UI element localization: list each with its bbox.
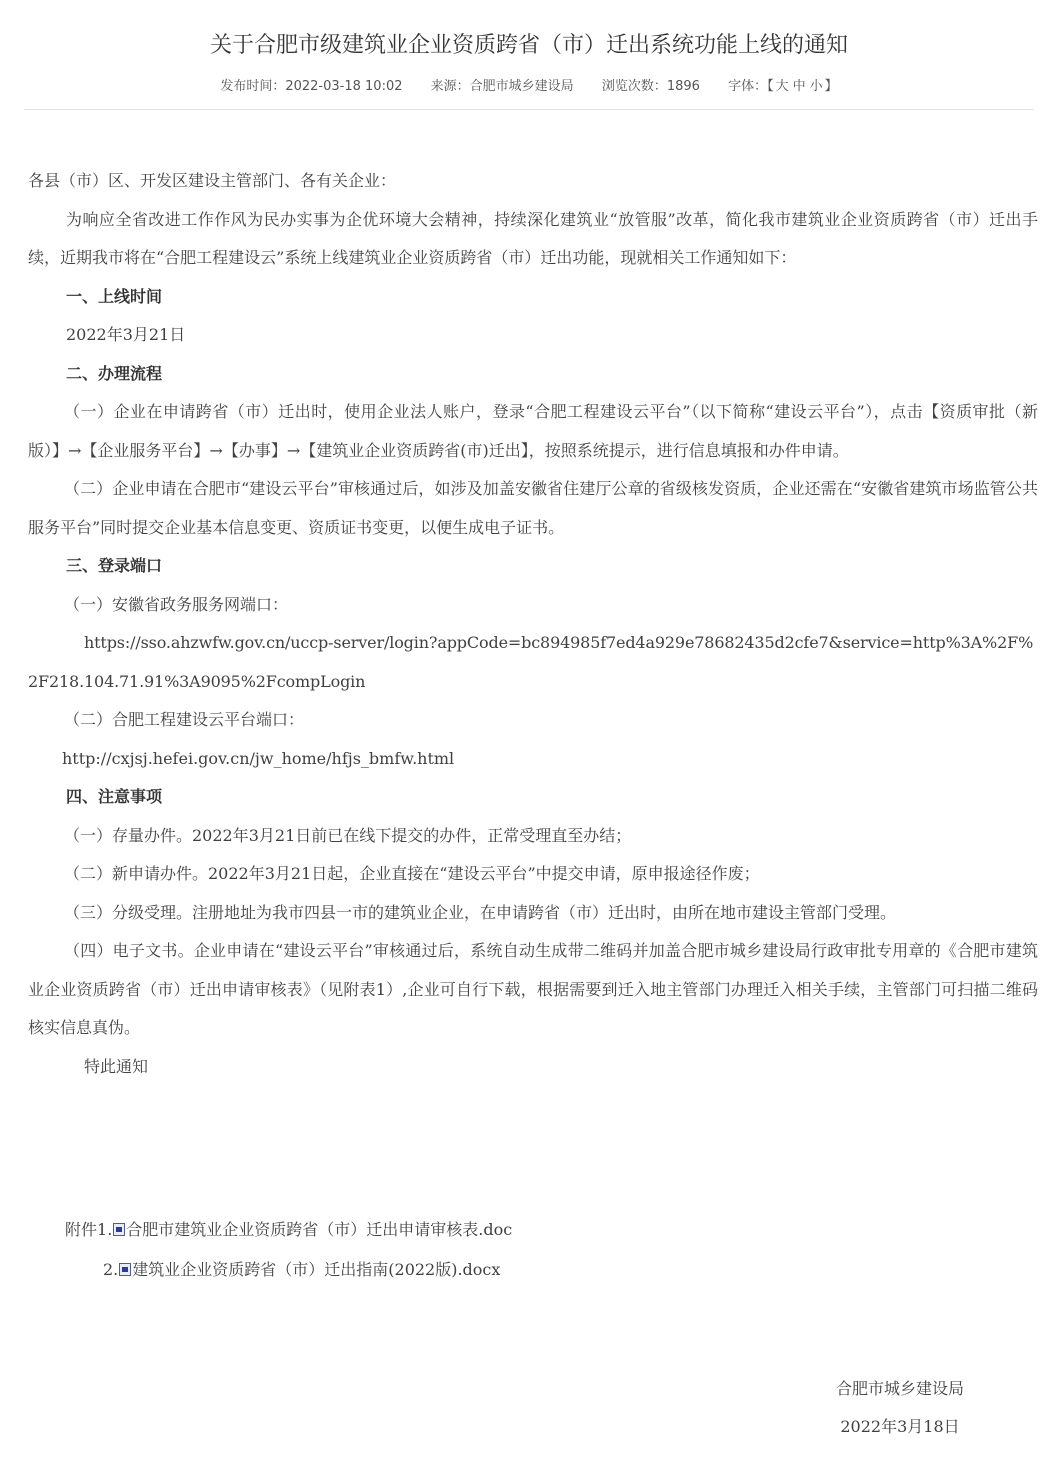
notice-item-2: （二）新申请办件。2022年3月21日起，企业直接在“建设云平台”中提交申请，原申报途径作废； <box>64 864 760 883</box>
signature-org: 合肥市城乡建设局 <box>835 1379 964 1398</box>
source-value: 合肥市城乡建设局 <box>469 79 574 94</box>
section2-heading: 二、办理流程 <box>66 363 163 383</box>
section4-heading: 四、注意事项 <box>66 787 163 806</box>
source <box>431 77 574 97</box>
attachment-item <box>65 1250 512 1290</box>
font-size-label: 字体： <box>728 79 768 94</box>
attachment-item <box>65 1210 512 1250</box>
notice-item-4: （四）电子文书。企业申请在“建设云平台”审核通过后，系统自动生成带二维码并加盖合肥市城乡建设局行政审批专用章的《合肥市建筑业企业资质跨省（市）迁出申请审核表》（见附表1）,企业可自行下载，根据需要到迁入地主管部门办理迁入相关手续，主管部门可扫描二维码核实信息真伪。 <box>28 941 1038 1037</box>
word-doc-icon <box>113 1223 125 1236</box>
attachment-number: 2. <box>103 1260 119 1279</box>
font-size-large-button[interactable]: 大 <box>775 79 789 94</box>
attachment-link-2[interactable]: 建筑业企业资质跨省（市）迁出指南(2022版).docx <box>132 1260 501 1279</box>
notice-item-3: （三）分级受理。注册地址为我市四县一市的建筑业企业，在申请跨省（市）迁出时，由所在地市建设主管部门受理。 <box>64 902 897 922</box>
source-label: 来源： <box>430 79 470 94</box>
page-title: 关于合肥市级建筑业企业资质跨省（市）迁出系统功能上线的通知 <box>209 33 848 58</box>
bracket-close: 】 <box>824 79 838 94</box>
font-size-small-button[interactable]: 小 <box>809 79 823 94</box>
publish-time <box>220 77 402 97</box>
procedure-item-1: （一）企业在申请跨省（市）迁出时，使用企业法人账户，登录“合肥工程建设云平台”（以下简称“建设云平台”），点击【资质审批（新版）】→【企业服务平台】→【办事】→【建筑业企业资质跨省(市)迁出】，按照系统提示，进行信息填报和办件申请。 <box>28 402 1038 460</box>
view-count <box>602 77 700 97</box>
portal2-label: （二）合肥工程建设云平台端口： <box>64 710 305 729</box>
header-divider <box>24 109 1034 110</box>
notice-item-1: （一）存量办件。2022年3月21日前已在线下提交的办件，正常受理直至办结； <box>64 825 632 845</box>
word-doc-icon <box>119 1263 131 1276</box>
view-count-label: 浏览次数： <box>601 79 667 94</box>
section3-heading: 三、登录端口 <box>66 556 163 575</box>
article-meta <box>0 77 1058 97</box>
attachments-label: 附件 <box>65 1220 98 1239</box>
section1-heading: 一、上线时间 <box>66 286 163 306</box>
bracket-open: 【 <box>767 79 774 94</box>
salutation: 各县（市）区、开发区建设主管部门、各有关企业： <box>28 171 397 190</box>
closing-text: 特此通知 <box>84 1056 149 1076</box>
font-size-medium-button[interactable]: 中 <box>792 79 806 94</box>
launch-date: 2022年3月21日 <box>66 325 186 344</box>
font-size-control <box>728 77 838 97</box>
publish-time-value: 2022-03-18 10:02 <box>285 79 403 94</box>
attachments <box>65 1210 512 1290</box>
signature-block <box>820 1370 980 1446</box>
portal1-label: （一）安徽省政务服务网端口： <box>64 594 289 614</box>
publish-time-label: 发布时间： <box>220 79 286 94</box>
portal2-link[interactable]: http://cxjsj.hefei.gov.cn/jw_home/hfjs_bmfw.html <box>62 748 455 768</box>
portal1-link[interactable]: https://sso.ahzwfw.gov.cn/uccp-server/login?appCode=bc894985f7ed4a929e78682435d2cfe7&service=http%3A%2F%2F218.104.71.91%3A9095%2FcompLogin <box>28 633 1034 691</box>
view-count-value: 1896 <box>666 79 700 94</box>
attachment-link-1[interactable]: 合肥市建筑业企业资质跨省（市）迁出申请审核表.doc <box>126 1220 513 1239</box>
intro-paragraph: 为响应全省改进工作作风为民办实事为企优环境大会精神，持续深化建筑业“放管服”改革，简化我市建筑业企业资质跨省（市）迁出手续，近期我市将在“合肥工程建设云”系统上线建筑业企业资质跨省（市）迁出功能，现就相关工作通知如下： <box>28 209 1038 267</box>
signature-date: 2022年3月18日 <box>840 1417 960 1436</box>
attachment-number: 1. <box>97 1220 113 1239</box>
procedure-item-2: （二）企业申请在合肥市“建设云平台”审核通过后，如涉及加盖安徽省住建厅公章的省级核发资质，企业还需在“安徽省建筑市场监管公共服务平台”同时提交企业基本信息变更、资质证书变更，以便生成电子证书。 <box>28 479 1038 537</box>
article-body <box>28 162 1038 1086</box>
